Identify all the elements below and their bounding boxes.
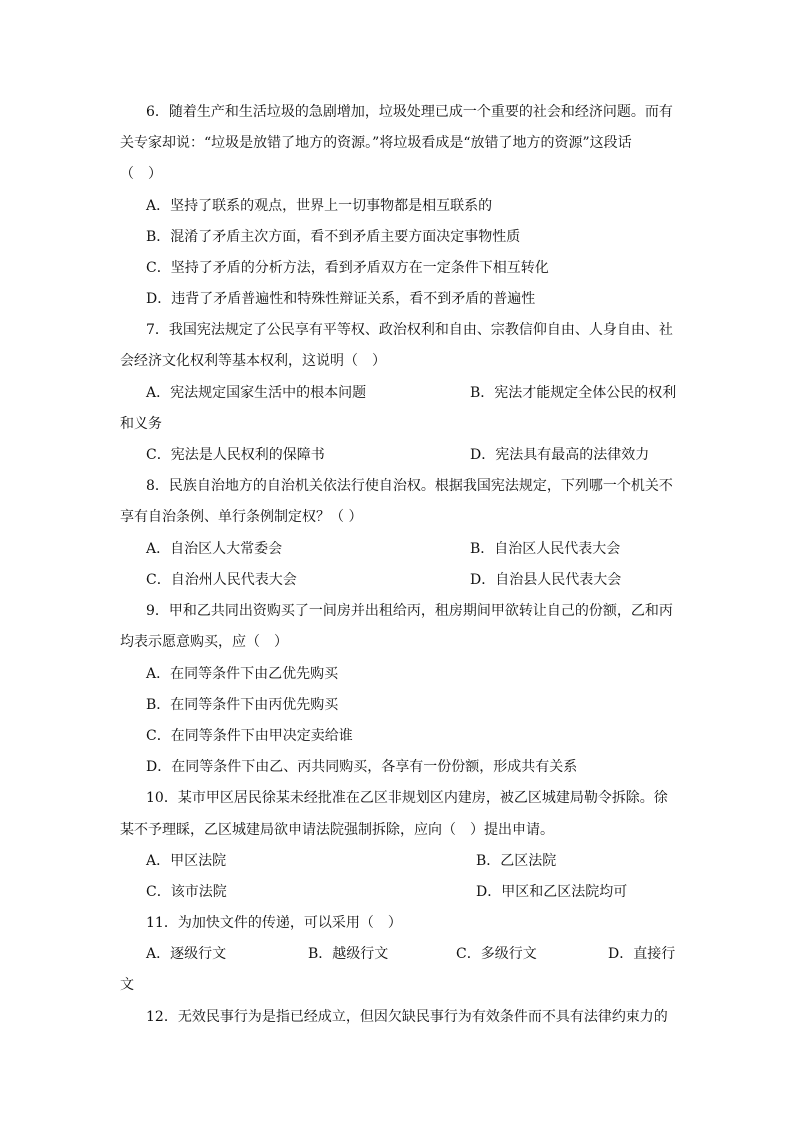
q9-option-c: C．在同等条件下由甲决定卖给谁 <box>146 728 353 744</box>
q6-stem-line1: 6．随着生产和生活垃圾的急剧增加，垃圾处理已成一个重要的社会和经济问题。而有 <box>146 104 673 120</box>
q8-option-d: D．自治县人民代表大会 <box>470 572 622 588</box>
q7-stem-line1: 7．我国宪法规定了公民享有平等权、政治权利和自由、宗教信仰自由、人身自由、社 <box>146 322 673 338</box>
q8-option-a: A．自治区人大常委会 <box>146 541 283 557</box>
q9-option-b: B．在同等条件下由丙优先购买 <box>146 697 339 713</box>
q8-option-c: C．自治州人民代表大会 <box>146 572 297 588</box>
q7-option-a: A．宪法规定国家生活中的根本问题 <box>146 385 367 401</box>
q6-option-a: A．坚持了联系的观点，世界上一切事物都是相互联系的 <box>146 198 493 214</box>
q10-option-b: B．乙区法院 <box>476 853 557 869</box>
q8-stem-line2: 享有自治条例、单行条例制定权？（ ） <box>120 509 363 525</box>
q10-stem-line2: 某不予理睬，乙区城建局欲申请法院强制拆除，应向（ ）提出申请。 <box>120 822 554 838</box>
q9-stem-line2: 均表示愿意购买，应（ ） <box>120 634 288 650</box>
q10-stem-line1: 10．某市甲区居民徐某未经批准在乙区非规划区内建房，被乙区城建局勒令拆除。徐 <box>146 790 668 806</box>
q11-option-b: B．越级行文 <box>308 946 389 962</box>
q7-option-b-line2: 和义务 <box>120 416 162 432</box>
q12-stem-line1: 12．无效民事行为是指已经成立，但因欠缺民事行为有效条件而不具有法律约束力的 <box>146 1009 668 1025</box>
q10-option-d: D．甲区和乙区法院均可 <box>476 884 628 900</box>
q11-option-a: A．逐级行文 <box>146 946 227 962</box>
q9-stem-line1: 9．甲和乙共同出资购买了一间房并出租给丙，租房期间甲欲转让自己的份额，乙和丙 <box>146 603 673 619</box>
q7-stem-line2: 会经济文化权利等基本权利，这说明（ ） <box>120 353 386 369</box>
q11-stem: 11．为加快文件的传递，可以采用（ ） <box>146 915 402 931</box>
q9-option-a: A．在同等条件下由乙优先购买 <box>146 666 339 682</box>
q9-option-d: D．在同等条件下由乙、丙共同购买，各享有一份份额，形成共有关系 <box>146 759 578 775</box>
q11-option-c: C．多级行文 <box>456 946 537 962</box>
q7-option-d: D．宪法具有最高的法律效力 <box>470 447 650 463</box>
q7-option-b-line1: B．宪法才能规定全体公民的权利 <box>470 385 677 401</box>
q8-stem-line1: 8．民族自治地方的自治机关依法行使自治权。根据我国宪法规定，下列哪一个机关不 <box>146 478 673 494</box>
q6-option-d: D．违背了矛盾普遍性和特殊性辩证关系，看不到矛盾的普遍性 <box>146 291 536 307</box>
q10-option-a: A．甲区法院 <box>146 853 227 869</box>
q10-option-c: C．该市法院 <box>146 884 227 900</box>
q11-option-d-line1: D．直接行 <box>608 946 676 962</box>
q6-stem-line3: （ ） <box>120 166 162 182</box>
q6-stem-line2: 关专家却说：“垃圾是放错了地方的资源。”将垃圾看成是“放错了地方的资源”这段话 <box>120 135 632 151</box>
q8-option-b: B．自治区人民代表大会 <box>470 541 621 557</box>
q6-option-c: C．坚持了矛盾的分析方法，看到矛盾双方在一定条件下相互转化 <box>146 260 549 276</box>
q11-option-d-line2: 文 <box>120 977 134 993</box>
q6-option-b: B．混淆了矛盾主次方面，看不到矛盾主要方面决定事物性质 <box>146 229 521 245</box>
q7-option-c: C．宪法是人民权利的保障书 <box>146 447 325 463</box>
